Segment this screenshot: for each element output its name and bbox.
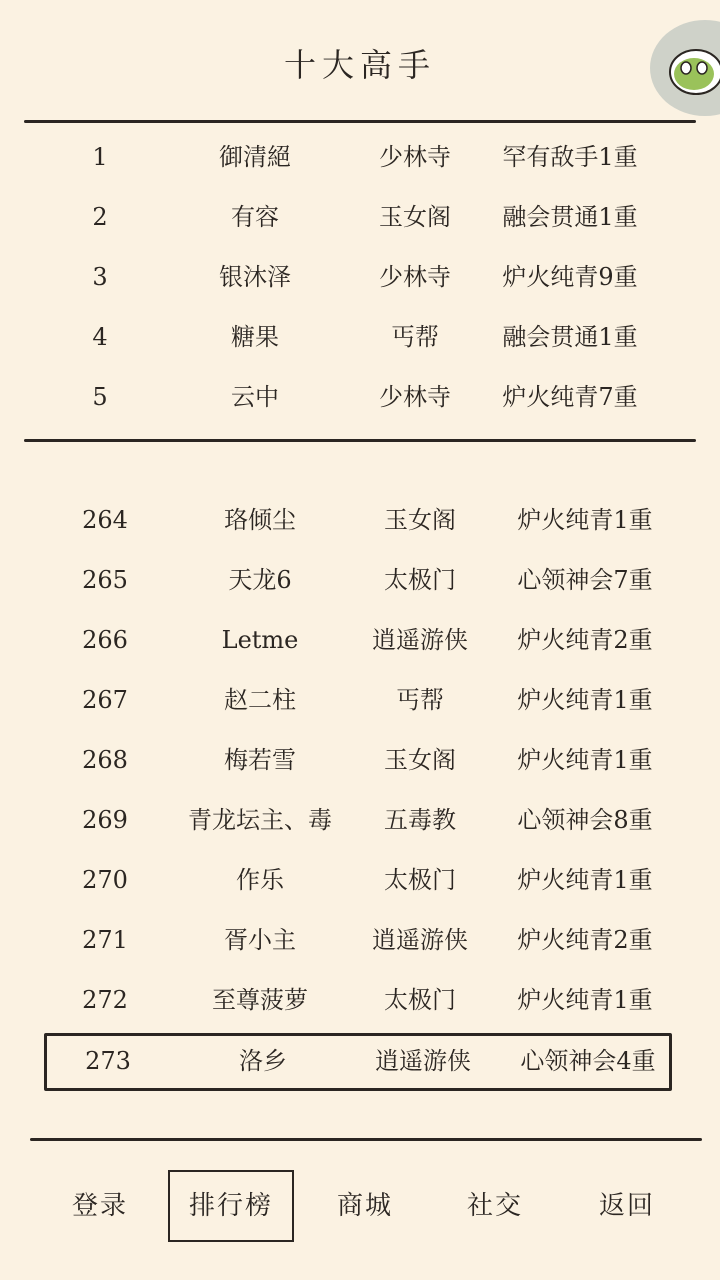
ranking-row[interactable]	[40, 367, 680, 427]
middle-divider	[24, 439, 696, 442]
level-text: 炉火纯青9重	[502, 263, 638, 291]
sect-name: 玉女阁	[384, 506, 456, 534]
ranking-row[interactable]	[40, 490, 680, 550]
sect-name: 五毒教	[384, 806, 456, 834]
bottom-nav	[0, 1170, 720, 1242]
sect-name: 少林寺	[379, 263, 451, 291]
sect-name: 逍遥游侠	[375, 1047, 471, 1075]
player-name: 赵二柱	[224, 686, 296, 714]
rank-number: 271	[82, 926, 128, 954]
level-text: 融会贯通1重	[502, 323, 638, 351]
sect-name: 逍遥游侠	[372, 926, 468, 954]
ranking-row[interactable]	[40, 307, 680, 367]
sect-name: 丐帮	[391, 323, 439, 351]
player-name: 青龙坛主、毒	[188, 806, 332, 834]
level-text: 心领神会8重	[517, 806, 653, 834]
player-name: 洛乡	[239, 1047, 287, 1075]
rank-number: 266	[82, 626, 128, 654]
rank-number: 272	[82, 986, 128, 1014]
level-text: 炉火纯青7重	[502, 383, 638, 411]
level-text: 炉火纯青1重	[517, 866, 653, 894]
player-name: 珞倾尘	[224, 506, 296, 534]
player-name: 至尊菠萝	[212, 986, 308, 1014]
ranking-row[interactable]	[40, 730, 680, 790]
rank-number: 267	[82, 686, 128, 714]
level-text: 融会贯通1重	[502, 203, 638, 231]
player-name: 御清絕	[219, 143, 291, 171]
social-button[interactable]: 社交	[466, 1191, 523, 1221]
rank-number: 269	[82, 806, 128, 834]
level-text: 炉火纯青1重	[517, 686, 653, 714]
level-text: 炉火纯青1重	[517, 506, 653, 534]
ranking-row[interactable]	[40, 247, 680, 307]
ranking-row[interactable]	[40, 790, 680, 850]
player-name: 有容	[231, 203, 279, 231]
rank-number: 264	[82, 506, 128, 534]
level-text: 炉火纯青2重	[517, 626, 653, 654]
ranking-row[interactable]	[40, 187, 680, 247]
rank-number: 273	[85, 1047, 131, 1075]
sect-name: 少林寺	[379, 383, 451, 411]
ranking-row[interactable]	[40, 610, 680, 670]
level-text: 炉火纯青2重	[517, 926, 653, 954]
shop-button[interactable]: 商城	[336, 1191, 393, 1221]
player-name: 天龙6	[228, 566, 292, 594]
page-title: 十大高手	[283, 46, 436, 84]
rank-number: 270	[82, 866, 128, 894]
sect-name: 玉女阁	[384, 746, 456, 774]
level-text: 炉火纯青1重	[517, 746, 653, 774]
player-name: 糖果	[231, 323, 279, 351]
player-name: 胥小主	[224, 926, 296, 954]
rank-number: 4	[92, 323, 108, 351]
player-name: 作乐	[236, 866, 284, 894]
rank-number: 5	[92, 383, 108, 411]
level-text: 心领神会4重	[520, 1047, 656, 1075]
ranking-button[interactable]: 排行榜	[168, 1170, 294, 1242]
rank-number: 265	[82, 566, 128, 594]
ranking-row[interactable]	[40, 970, 680, 1030]
level-text: 罕有敌手1重	[502, 143, 638, 171]
ranking-row[interactable]	[40, 910, 680, 970]
login-button[interactable]: 登录	[71, 1191, 128, 1221]
ranking-row[interactable]	[40, 550, 680, 610]
sect-name: 太极门	[384, 986, 456, 1014]
rank-number: 1	[92, 143, 108, 171]
sect-name: 太极门	[384, 566, 456, 594]
level-text: 心领神会7重	[517, 566, 653, 594]
ranking-row[interactable]	[40, 127, 680, 187]
ranking-row[interactable]	[40, 670, 680, 730]
level-text: 炉火纯青1重	[517, 986, 653, 1014]
bottom-divider	[30, 1138, 702, 1141]
top-divider	[24, 120, 696, 123]
sect-name: 玉女阁	[379, 203, 451, 231]
back-button[interactable]: 返回	[598, 1191, 655, 1221]
player-name: 云中	[231, 383, 279, 411]
rank-number: 3	[92, 263, 108, 291]
sect-name: 太极门	[384, 866, 456, 894]
ranking-row[interactable]	[40, 850, 680, 910]
sect-name: 逍遥游侠	[372, 626, 468, 654]
current-player-row[interactable]	[44, 1033, 672, 1091]
player-name: Letme	[221, 626, 299, 654]
avatar[interactable]	[650, 20, 720, 116]
player-name: 银沐泽	[219, 263, 291, 291]
sect-name: 丐帮	[396, 686, 444, 714]
rank-number: 268	[82, 746, 128, 774]
sect-name: 少林寺	[379, 143, 451, 171]
rank-number: 2	[92, 203, 108, 231]
green-creature-icon	[662, 38, 720, 108]
player-name: 梅若雪	[224, 746, 296, 774]
